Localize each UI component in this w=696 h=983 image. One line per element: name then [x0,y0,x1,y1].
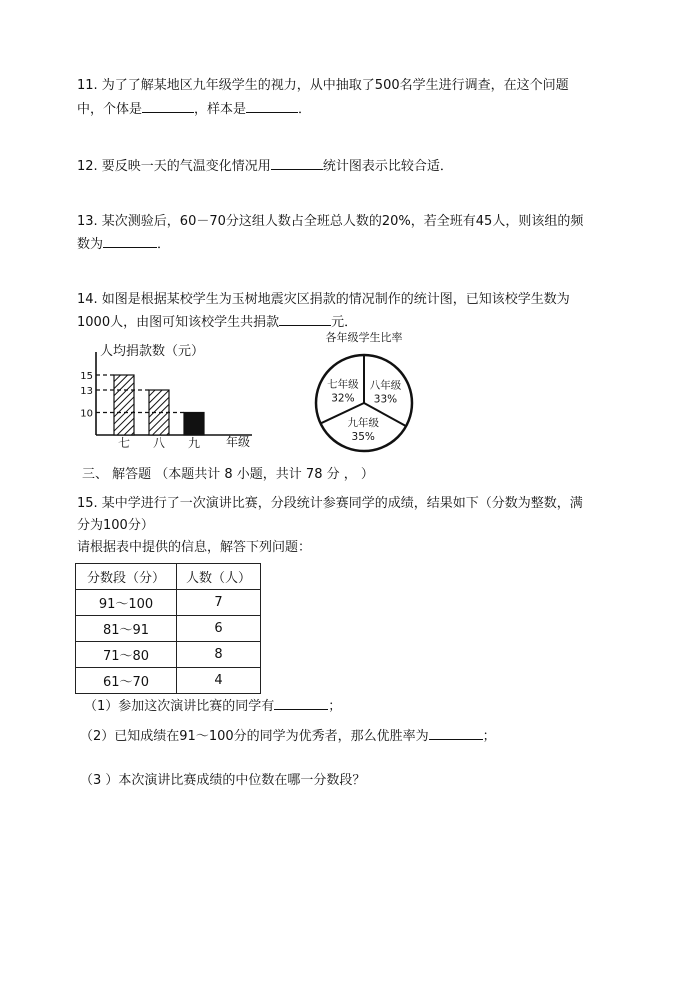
table-cell-range: 61～70 [76,668,177,694]
q13-line1: 13. 某次测验后，60－70分这组人数占全班总人数的20%，若全班有45人，则该组的频 [77,214,584,229]
pie-slice-value: 32% [331,392,355,405]
y-tick-label: 15 [80,371,93,382]
q12-text-a: 12. 要反映一天的气温变化情况用 [77,159,271,174]
table-row [76,668,261,694]
q13-text-b: ． [157,237,171,252]
q11-line2 [77,100,311,119]
pie-chart [306,328,422,456]
bar [114,375,134,435]
q14-blank[interactable] [279,313,331,326]
bar [184,413,204,436]
table-row [76,642,261,668]
bar-chart-xlabel: 年级 [226,435,251,449]
section-3-heading: 三、 解答题 （本题共计 8 小题，共计 78 分 ， ） [82,467,374,482]
q11-blank-individual[interactable] [142,100,194,113]
bar-chart-title: 人均捐款数（元） [100,344,205,359]
q13-line2 [77,235,170,254]
table-cell-count: 6 [177,616,261,642]
table-cell-count: 7 [177,590,261,616]
y-tick-label: 10 [80,408,93,420]
table-row [76,616,261,642]
q13-text-a: 数为 [77,237,104,252]
q11-text-a: 中，个体是 [77,102,143,117]
bar-category-label: 七 [117,436,131,450]
table-cell-count: 8 [177,642,261,668]
sub1-text-a: （1）参加这次演讲比赛的同学有 [84,699,275,714]
bar-category-label: 八 [152,436,166,450]
pie-slice-label: 八年级 [369,379,402,392]
pie-slice-value: 35% [351,430,375,443]
pie-slice-value: 33% [373,393,398,406]
q11-line1: 11. 为了了解某地区九年级学生的视力，从中抽取了500名学生进行调查，在这个问题 [77,78,569,93]
sub-question-3: （3 ）本次演讲比赛成绩的中位数在哪一分数段？ [80,773,366,788]
q12-blank[interactable] [271,157,323,170]
table-cell-count: 4 [177,668,261,694]
q15-line1: 15. 某中学进行了一次演讲比赛，分段统计参赛同学的成绩，结果如下（分数为整数，满 [77,496,583,511]
q14-text-b: 元． [331,315,358,330]
q12-line [77,157,453,176]
sub1-text-b: ； [328,699,342,714]
bar-chart [72,338,286,454]
table-cell-range: 71～80 [76,642,177,668]
q15-line3: 请根据表中提供的信息，解答下列问题： [77,540,312,555]
q11-text-b: ，样本是 [194,102,247,117]
score-table [75,563,261,694]
q13-blank[interactable] [103,235,157,248]
q15-line2: 分为100分） [77,518,154,533]
y-tick-label: 13 [80,386,93,397]
q14-text-a: 1000人，由图可知该校学生共捐款 [77,315,280,330]
q14-line1: 14. 如图是根据某校学生为玉树地震灾区捐款的情况制作的统计图，已知该校学生数为 [77,292,570,307]
table-cell-range: 91～100 [76,590,177,616]
pie-slice-label: 九年级 [347,416,379,429]
sub-question-2 [80,727,496,746]
bar-category-label: 九 [187,436,201,450]
sub2-text-a: （2）已知成绩在91～100分的同学为优秀者，那么优胜率为 [80,729,429,744]
table-header-row [76,564,261,590]
pie-slice-label: 七年级 [327,378,359,391]
table-header-cell: 分数段（分） [76,564,177,590]
pie-chart-title: 各年级学生比率 [325,331,403,344]
q11-blank-sample[interactable] [246,100,298,113]
q11-text-c: ． [298,102,312,117]
q12-text-b: 统计图表示比较合适． [322,159,453,174]
sub2-blank[interactable] [429,727,483,740]
sub1-blank[interactable] [274,697,328,710]
table-cell-range: 81～91 [76,616,177,642]
table-header-cell: 人数（人） [177,564,261,590]
sub2-text-b: ； [482,729,496,744]
sub-question-1 [84,697,341,716]
table-row [76,590,261,616]
